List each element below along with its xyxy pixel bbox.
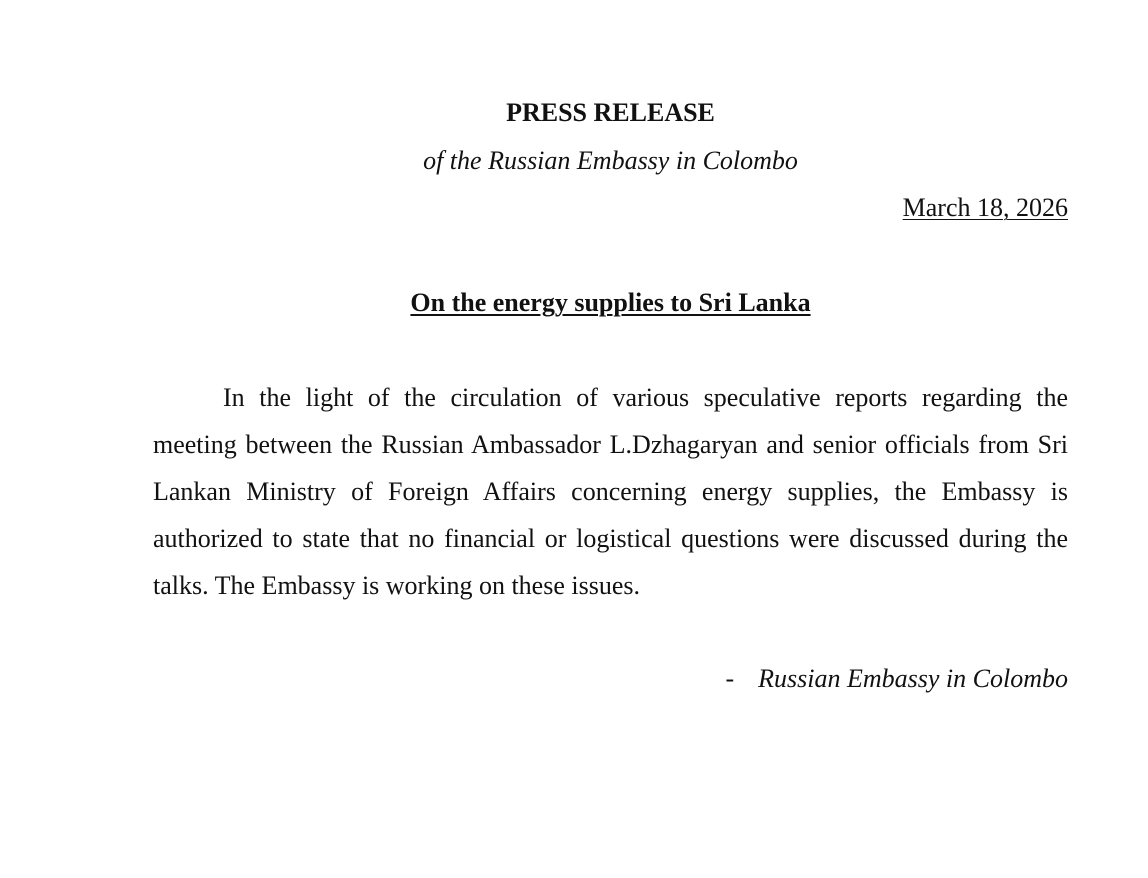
- press-release-page: [153, 0, 1068, 878]
- release-title: On the energy supplies to Sri Lanka: [410, 288, 811, 317]
- press-release-header: PRESS RELEASE: [506, 98, 715, 127]
- press-release-subheader: of the Russian Embassy in Colombo: [423, 146, 798, 175]
- signature-dash: -: [725, 664, 735, 693]
- signature-name: Russian Embassy in Colombo: [758, 664, 1068, 693]
- release-body: In the light of the circulation of various speculative reports regarding the meeting between the Russian Ambassador L.Dzhagaryan and senior officials from Sri Lankan Ministry of Foreign Affairs concerning energy supplies, the Embassy is authorized to state that no financial or logistical questions were discussed during the talks. The Embassy is working on these issues.: [153, 383, 1068, 600]
- release-date: March 18, 2026: [902, 193, 1068, 222]
- signature-block: [725, 663, 1068, 695]
